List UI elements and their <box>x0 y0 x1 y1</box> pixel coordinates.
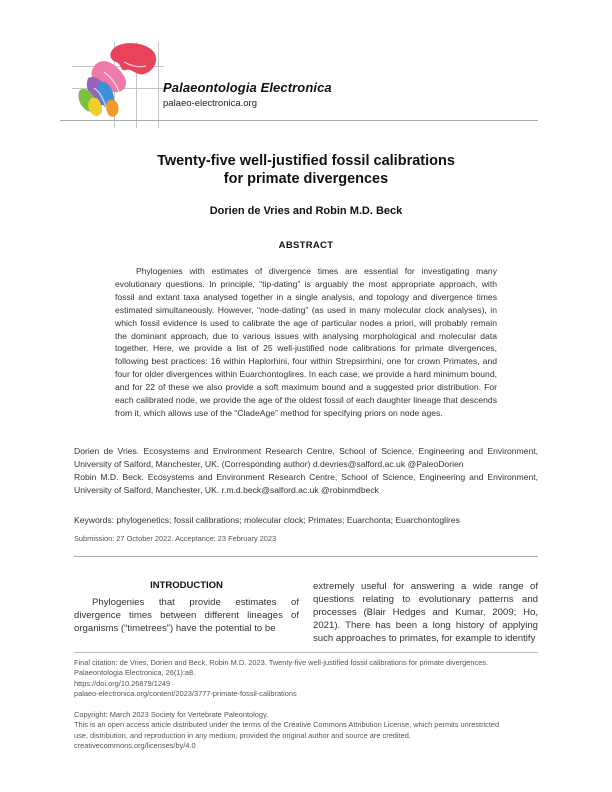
copyright-notice <box>74 710 538 751</box>
affiliation-beck: Robin M.D. Beck. Ecosystems and Environment Research Centre, School of Science, Engineering and Environment, University of Salford, Manchester, UK. r.m.d.beck@salford.ac.uk @robinmdbeck <box>74 471 538 495</box>
keywords: Keywords: phylogenetics; fossil calibrations; molecular clock; Primates; Euarchonta; Euarchontoglires <box>74 515 460 525</box>
paper-title <box>60 152 552 188</box>
paper-authors: Dorien de Vries and Robin M.D. Beck <box>209 205 403 217</box>
logo-orange-shape <box>106 100 119 117</box>
journal-title: Palaeontologia Electronica <box>163 80 332 95</box>
article-url-link[interactable]: palaeo-electronica.org/content/2023/3777-primate-fossil-calibrations <box>74 688 297 698</box>
journal-url[interactable]: palaeo-electronica.org <box>163 98 258 109</box>
submission-dates: Submission: 27 October 2022. Acceptance: 23 February 2023 <box>74 534 277 543</box>
license-link[interactable]: creativecommons.org/licenses/by/4.0 <box>74 740 196 750</box>
abstract-text: Phylogenies with estimates of divergence times are essential for investigating many evolutionary questions. In principle, “tip-dating” is arguably the most appropriate approach, with fossil and extant taxa analysed together in a single analysis, and topology and divergence times estimated simultaneously. However, “node-dating” (as used in many molecular clock analyses), in which fossil evidence is used to calibrate the age of particular nodes a priori, will probably remain the dominant approach, due to various issues with analysing morphological and molecular data together. Here, we provide a list of 25 well-justified node calibrations for primate divergences, following best practices: 16 within Haplorhini, four within Strepsirrhini, one for crown Primates, and four for older divergences within Euarchontoglires. In each case, we provide a hard minimum bound, and for 22 of these we also provide a soft maximum bound and a suggested prior distribution. For each calibrated node, we provide the age of the oldest fossil of each daughter lineage that descends from it, which allows use of the “CladeAge” method for specifying priors on node ages. <box>115 266 497 418</box>
header-rule <box>60 120 538 121</box>
copyright-line-1: Copyright: March 2023 Society for Vertebrate Paleontology. <box>74 710 269 719</box>
intro-heading: INTRODUCTION <box>150 580 223 591</box>
section-rule <box>74 556 538 557</box>
intro-right-text: extremely useful for answering a wide range of questions relating to evolutionary patterns and processes (Blair Hedges and Kumar, 2009; Ho, 2021). There has been a long history of applying such approaches to primates, for example to identify <box>313 581 538 644</box>
paper-title-line-1: Twenty-five well-justified fossil calibrations <box>157 153 455 169</box>
citation-line-2: Palaeontologia Electronica, 26(1):a8. <box>74 668 196 678</box>
intro-left-text: Phylogenies that provide estimates of divergence times between different lineages of organisms (“timetrees”) have the potential to be <box>74 596 299 634</box>
affiliation-de-vries: Dorien de Vries. Ecosystems and Environment Research Centre, School of Science, Engineering and Environment, University of Salford, Manchester, UK. (Corresponding author) d.devries@salford.ac.uk @PaleoDorien <box>74 446 538 469</box>
intro-left-column <box>74 580 299 636</box>
final-citation <box>74 658 538 699</box>
author-affiliations <box>74 445 538 497</box>
abstract-heading: ABSTRACT <box>278 240 334 251</box>
citation-line-1: Final citation: de Vries, Dorien and Beck, Robin M.D. 2023. Twenty-five well-justified fossil calibrations for primate divergences. <box>74 658 489 667</box>
intro-right-column <box>313 581 538 646</box>
abstract-body <box>115 265 497 420</box>
footer-rule <box>74 652 538 653</box>
copyright-line-2: This is an open access article distributed under the terms of the Creative Commons Attribution License, which permits unrestricted <box>74 720 500 730</box>
paper-title-line-2: for primate divergences <box>223 171 389 187</box>
doi-link[interactable]: https://doi.org/10.26879/1249 <box>74 678 171 688</box>
journal-logo <box>74 42 164 118</box>
copyright-line-3: use, distribution, and reproduction in any medium, provided the original author and source are credited. <box>74 730 411 740</box>
